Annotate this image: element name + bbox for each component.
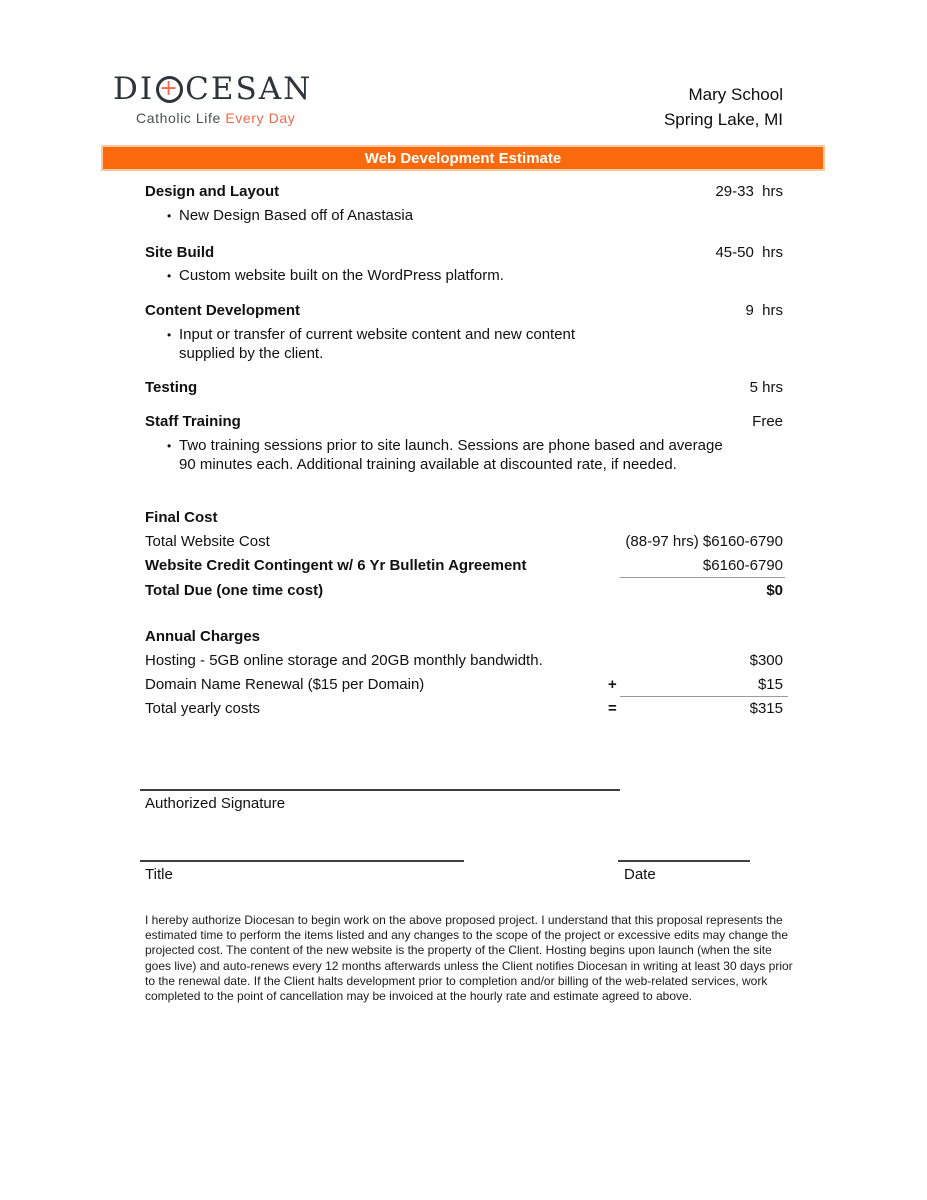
logo-cross-circle-icon <box>156 76 183 103</box>
section-heading: Staff Training <box>145 413 241 430</box>
final-cost-row <box>145 581 783 601</box>
section-hours: 45-50 hrs <box>715 244 783 261</box>
tagline-dark: Catholic Life <box>136 110 226 126</box>
bullet-text: Input or transfer of current website content and new content supplied by the client. <box>179 326 576 362</box>
bullet-text: Custom website built on the WordPress platform. <box>179 267 504 284</box>
annual-charge-row <box>145 651 783 671</box>
terms-paragraph: I hereby authorize Diocesan to begin work on the above proposed project. I understand that this proposal represents the estimated time to perform the items listed and any changes to the scope of the project or excessive edits may change the projected cost. The content of the new website is the property of the Client. Hosting begins upon launch (when the site goes live) and auto-renews every 12 months afterwards unless the Client notifies Diocesan in writing at least 30 days prior to the renewal date. If the Client halts development prior to completion and/or billing of the web-related services, work completed to the point of cancellation may be invoiced at the hourly rate and estimate agreed to above. <box>145 913 793 1004</box>
section-staff-training <box>145 412 783 431</box>
final-cost-row <box>145 556 783 576</box>
bullet-item <box>145 326 783 363</box>
title-label: Title <box>145 866 173 883</box>
bullet-item <box>145 267 783 286</box>
bullet-item <box>145 207 783 226</box>
client-name: Mary School <box>688 85 783 104</box>
row-label: Hosting - 5GB online storage and 20GB monthly bandwidth. <box>145 652 543 669</box>
date-label: Date <box>624 866 656 883</box>
logo-text-end: CESAN <box>185 71 313 107</box>
banner-title: Web Development Estimate <box>364 149 562 167</box>
final-cost-heading: Final Cost <box>145 509 218 526</box>
client-location: Spring Lake, MI <box>663 110 783 129</box>
row-label: Website Credit Contingent w/ 6 Yr Bulletin Agreement <box>145 557 527 574</box>
row-label: Domain Name Renewal ($15 per Domain) <box>145 676 425 693</box>
bullet-icon: • <box>167 269 172 283</box>
section-hours: 5 hrs <box>749 379 783 396</box>
title-line <box>140 860 464 862</box>
row-operator: + <box>608 676 617 693</box>
bullet-text: Two training sessions prior to site launch. Sessions are phone based and average 90 minutes each. Additional training available at discounted rate, if needed. <box>179 437 723 473</box>
logo-text-start: DI <box>113 71 155 107</box>
row-label: Total Due (one time cost) <box>145 582 324 599</box>
bullet-icon: • <box>167 209 172 223</box>
logo-wordmark <box>113 71 313 107</box>
bullet-icon: • <box>167 328 172 342</box>
subtotal-divider <box>620 696 788 697</box>
row-value: $315 <box>749 700 783 717</box>
section-heading: Content Development <box>145 302 301 319</box>
row-value: (88-97 hrs) $6160-6790 <box>625 533 783 550</box>
final-cost-row <box>145 532 783 552</box>
annual-charge-row <box>145 675 783 695</box>
row-value: $300 <box>749 652 783 669</box>
annual-charges-heading: Annual Charges <box>145 628 261 645</box>
estimate-banner <box>101 145 825 171</box>
row-label: Total Website Cost <box>145 533 270 550</box>
section-hours: 9 hrs <box>745 302 783 319</box>
section-testing <box>145 378 783 397</box>
logo-tagline <box>113 110 312 126</box>
row-value: $0 <box>766 582 783 599</box>
annual-charge-row <box>145 699 783 719</box>
row-label: Total yearly costs <box>145 700 261 717</box>
bullet-icon: • <box>167 439 172 453</box>
section-heading: Design and Layout <box>145 183 280 200</box>
section-hours: 29-33 hrs <box>715 183 783 200</box>
plus-icon: + <box>159 75 180 101</box>
row-operator: = <box>608 700 617 717</box>
diocesan-logo <box>113 71 313 126</box>
date-line <box>618 860 750 862</box>
bullet-text: New Design Based off of Anastasia <box>179 207 414 224</box>
authorized-signature-line <box>140 789 620 791</box>
row-value: $15 <box>757 676 783 693</box>
authorized-signature-label: Authorized Signature <box>145 795 286 812</box>
subtotal-divider <box>620 577 785 578</box>
section-hours: Free <box>752 413 783 430</box>
section-content-development <box>145 301 783 320</box>
section-site-build <box>145 243 783 262</box>
section-design-layout <box>145 182 783 201</box>
client-info <box>664 82 783 132</box>
section-heading: Testing <box>145 379 198 396</box>
row-value: $6160-6790 <box>702 557 783 574</box>
bullet-item <box>145 437 783 474</box>
tagline-accent: Every Day <box>225 110 296 126</box>
section-heading: Site Build <box>145 244 215 261</box>
